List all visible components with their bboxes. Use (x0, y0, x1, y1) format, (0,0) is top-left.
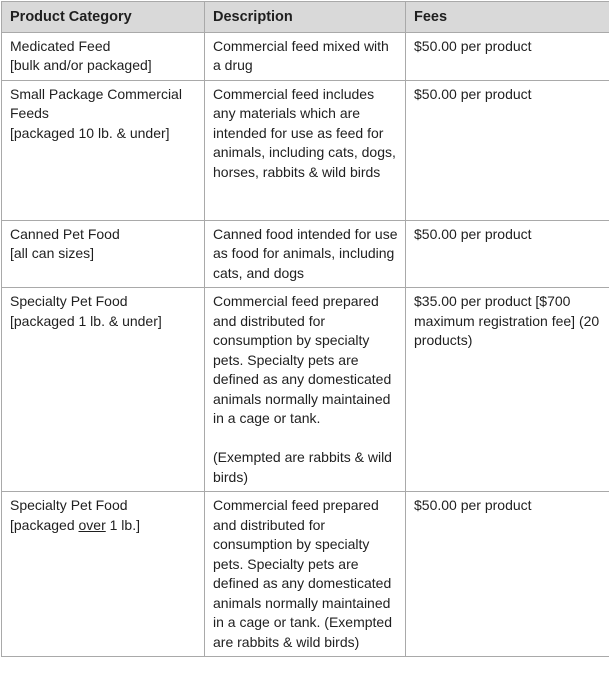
cell-category (2, 220, 205, 288)
table-row (2, 32, 609, 80)
cell-category (2, 288, 205, 492)
cell-fee: $35.00 per product [$700 maximum registration fee] (20 products) (406, 288, 609, 492)
cell-category (2, 492, 205, 657)
table-row (2, 80, 609, 220)
cell-fee: $50.00 per product (406, 220, 609, 288)
description-paragraph: Commercial feed prepared and distributed for consumption by specialty pets. Specialty pets are defined as any domesticated animals normally maintained in a cage or tank. (213, 293, 392, 426)
header-cell-product-category: Product Category (2, 2, 205, 33)
cell-fee: $50.00 per product (406, 32, 609, 80)
table-row (2, 492, 609, 657)
cell-description (205, 288, 406, 492)
header-cell-fees: Fees (406, 2, 609, 33)
product-fee-table (1, 1, 609, 657)
cell-description (205, 220, 406, 288)
cell-description (205, 32, 406, 80)
category-note: [all can sizes] (10, 245, 95, 261)
category-note: [bulk and/or packaged] (10, 57, 152, 73)
cell-fee: $50.00 per product (406, 492, 609, 657)
cell-description (205, 492, 406, 657)
description-paragraph: Canned food intended for use as food for animals, including cats, and dogs (213, 225, 398, 281)
category-name: Specialty Pet Food (10, 293, 128, 309)
underlined-word: over (78, 516, 106, 533)
category-name: Medicated Feed (10, 37, 111, 54)
table-row (2, 220, 609, 288)
category-note: [packaged 1 lb. & under] (10, 312, 162, 329)
cell-category (2, 32, 205, 80)
table-row (2, 288, 609, 492)
cell-description (205, 80, 406, 220)
description-paragraph: Commercial feed prepared and distributed for consumption by specialty pets. Specialty pets are defined as any domesticated animals normally maintained in a cage or tank. (Exempted are rabbits & wild birds) (213, 497, 392, 650)
category-name: Small Package Commercial Feeds (10, 85, 182, 121)
category-note: [packaged over 1 lb.] (10, 516, 140, 533)
cell-fee: $50.00 per product (406, 80, 609, 220)
category-note: [packaged 10 lb. & under] (10, 124, 170, 141)
header-row (2, 2, 609, 33)
description-paragraph: Commercial feed includes any materials which are intended for use as feed for animals, including cats, dogs, horses, rabbits & wild birds (213, 85, 396, 180)
header-cell-description: Description (205, 2, 406, 33)
category-name: Canned Pet Food (10, 225, 120, 242)
category-name: Specialty Pet Food (10, 497, 128, 513)
description-paragraph: Commercial feed mixed with a drug (213, 37, 389, 73)
cell-category (2, 80, 205, 220)
description-paragraph: (Exempted are rabbits & wild birds) (213, 449, 392, 485)
